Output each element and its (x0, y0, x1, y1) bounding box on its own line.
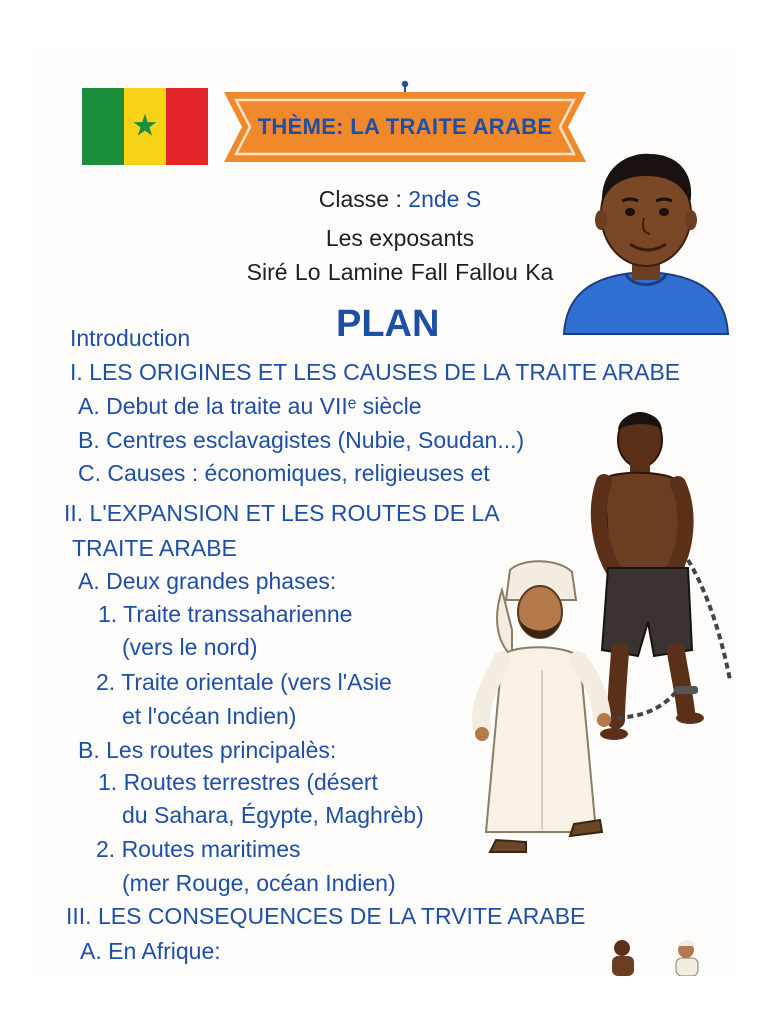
plan-title: PLAN (336, 303, 440, 345)
outline-item-2a1-cont: (vers le nord) (122, 634, 258, 660)
outline-item-2a2-cont: et l'océan Indien) (122, 703, 297, 729)
class-value: 2nde S (408, 186, 482, 212)
outline-item-1a: A. Debut de la traite au VIIᵉ siècle (78, 393, 422, 419)
outline-item-2a2: 2. Traite orientale (vers l'Asie (96, 669, 392, 695)
star-icon: ★ (131, 108, 159, 142)
outline-item-1c: C. Causes : économiques, religieuses et (78, 460, 490, 486)
flag-red-band (166, 88, 208, 165)
outline-item-2b1-cont: du Sahara, Égypte, Maghrèb) (122, 802, 424, 828)
flag-green-band (82, 88, 124, 165)
student-illustration (560, 146, 732, 336)
outline-section-2-cont: TRAITE ARABE (72, 535, 237, 561)
outline-item-2b: B. Les routes principalès: (78, 737, 337, 763)
outline-introduction: Introduction (70, 325, 191, 351)
outline-item-2b1: 1. Routes terrestres (désert (98, 769, 378, 795)
outline-item-1b: B. Centres esclavagistes (Nubie, Soudan...) (78, 427, 525, 453)
presenters-names: Siré Lo Lamine Fall Fallou Ka (246, 259, 554, 285)
outline-item-2b2-cont: (mer Rouge, océan Indien) (122, 870, 396, 896)
trader-illustration (472, 560, 622, 870)
presenters-label: Les exposants (325, 225, 475, 251)
flag-yellow-band (124, 88, 166, 165)
theme-banner: THÈME: LA TRAITE ARABE (257, 114, 553, 139)
outline-item-2a1: 1. Traite transsaharienne (98, 601, 353, 627)
outline-item-2a: A. Deux grandes phases: (78, 568, 337, 594)
outline-section-2: II. L'EXPANSION ET LES ROUTES DE LA (64, 500, 500, 526)
distant-figures-illustration (606, 936, 702, 976)
class-label: Classe : (318, 186, 402, 212)
outline-item-2b2: 2. Routes maritimes (96, 836, 301, 862)
outline-item-3a: A. En Afrique: (80, 938, 221, 964)
senegal-flag-icon (82, 88, 208, 165)
outline-section-1: I. LES ORIGINES ET LES CAUSES DE LA TRAITE ARABE (70, 359, 681, 385)
outline-section-3: III. LES CONSEQUENCES DE LA TRVITE ARABE (66, 903, 586, 929)
